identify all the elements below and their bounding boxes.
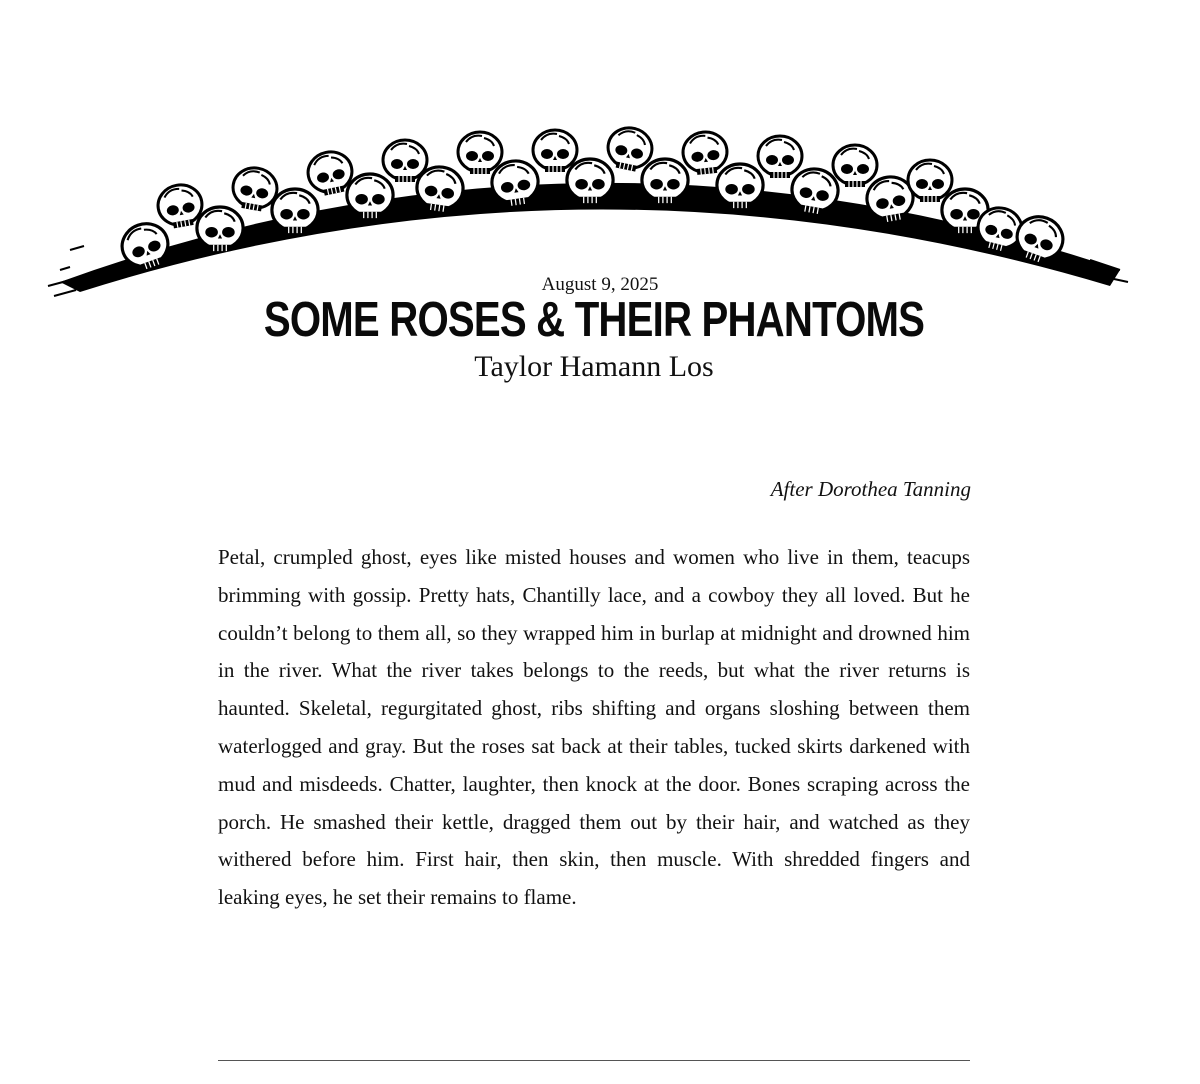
- author-name: Taylor Hamann Los: [474, 350, 714, 383]
- skull-pile-banner-icon: [40, 110, 1140, 300]
- poem-body: Petal, crumpled ghost, eyes like misted houses and women who live in them, teacups brimming with gossip. Pretty hats, Chantilly lace, and a cowboy they all loved. But he couldn’t belong to them all, so they wrapped him in burlap at midnight and drowned him in the river. What the river takes belongs to the reeds, but what the river returns is haunted. Skeletal, regurgitated ghost, ribs shifting and organs sloshing between them waterlogged and gray. But the roses sat back at their tables, tucked skirts darkened with mud and misdeeds. Chatter, laughter, then knock at the door. Bones scraping across the porch. He smashed their kettle, dragged them out by their hair, and watched as they withered before him. First hair, then skin, then muscle. With shredded fingers and leaking eyes, he set their remains to flame.: [218, 545, 970, 910]
- poem-title: SOME ROSES & THEIR PHANTOMS: [263, 293, 925, 347]
- epigraph: After Dorothea Tanning: [770, 477, 971, 501]
- divider: [218, 1060, 970, 1061]
- post-date: August 9, 2025: [541, 274, 659, 295]
